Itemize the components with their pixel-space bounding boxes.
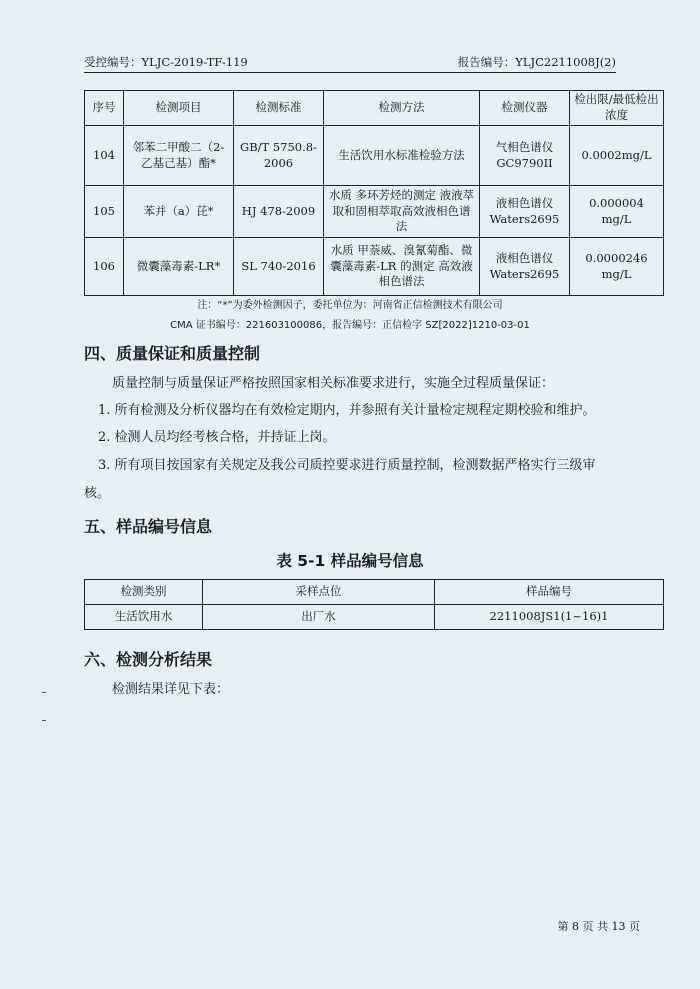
section-4-intro: 质量控制与质量保证严格按照国家相关标准要求进行，实施全过程质量保证： bbox=[112, 376, 555, 391]
cell-standard: SL 740-2016 bbox=[234, 238, 324, 296]
section-4-title: 四、质量保证和质量控制 bbox=[84, 344, 261, 363]
section-6-title: 六、检测分析结果 bbox=[84, 650, 213, 669]
cell-item: 微囊藻毒素-LR* bbox=[124, 238, 234, 296]
page-number: 第 8 页 共 13 页 bbox=[557, 920, 640, 933]
col-header-no: 序号 bbox=[85, 91, 124, 126]
cma-note: CMA 证书编号：221603100086，报告编号：正信检字 SZ[2022]1210-03-01 bbox=[170, 320, 530, 331]
cell-standard: HJ 478-2009 bbox=[234, 186, 324, 238]
cell-category: 生活饮用水 bbox=[85, 605, 203, 630]
method-table bbox=[84, 90, 664, 296]
cell-limit: 0.0002mg/L bbox=[570, 126, 664, 186]
cell-sampling-point: 出厂水 bbox=[203, 605, 435, 630]
section-5-title: 五、样品编号信息 bbox=[84, 517, 213, 536]
table-header-row bbox=[85, 91, 664, 126]
table-row bbox=[85, 186, 664, 238]
margin-mark bbox=[42, 720, 46, 721]
col-header-category: 检测类别 bbox=[85, 580, 203, 605]
cell-method: 生活饮用水标准检验方法 bbox=[324, 126, 480, 186]
subcontract-note: 注：“*”为委外检测因子，委托单位为：河南省正信检测技术有限公司 bbox=[197, 300, 503, 311]
cell-limit: 0.0000246 mg/L bbox=[570, 238, 664, 296]
cell-instrument: 气相色谱仪 GC9790II bbox=[480, 126, 570, 186]
margin-mark bbox=[42, 692, 46, 693]
control-number: 受控编号：YLJC-2019-TF-119 bbox=[84, 55, 248, 69]
section-4-item-1: 1. 所有检测及分析仪器均在有效检定期内，并参照有关计量检定规程定期校验和维护。 bbox=[98, 403, 596, 418]
cell-instrument: 液相色谱仪 Waters2695 bbox=[480, 186, 570, 238]
page-header bbox=[84, 52, 616, 73]
table-row bbox=[85, 605, 664, 630]
col-header-method: 检测方法 bbox=[324, 91, 480, 126]
cell-item: 邻苯二甲酸二（2-乙基己基）酯* bbox=[124, 126, 234, 186]
sample-table bbox=[84, 579, 664, 630]
col-header-sample-no: 样品编号 bbox=[435, 580, 664, 605]
col-header-limit: 检出限/最低检出浓度 bbox=[570, 91, 664, 126]
section-6-text: 检测结果详见下表： bbox=[112, 682, 230, 697]
cell-no: 104 bbox=[85, 126, 124, 186]
cell-sample-no: 2211008JS1(1~16)1 bbox=[435, 605, 664, 630]
col-header-sampling-point: 采样点位 bbox=[203, 580, 435, 605]
table-header-row bbox=[85, 580, 664, 605]
cell-limit: 0.000004 mg/L bbox=[570, 186, 664, 238]
table-row bbox=[85, 238, 664, 296]
section-4-item-2: 2. 检测人员均经考核合格，并持证上岗。 bbox=[98, 430, 336, 445]
cell-method: 水质 甲萘威、溴氰菊酯、微囊藻毒素-LR 的测定 高效液相色谱法 bbox=[324, 238, 480, 296]
col-header-instrument: 检测仪器 bbox=[480, 91, 570, 126]
cell-no: 106 bbox=[85, 238, 124, 296]
col-header-standard: 检测标准 bbox=[234, 91, 324, 126]
report-number: 报告编号：YLJC2211008J(2) bbox=[457, 55, 616, 69]
section-4-item-3: 3. 所有项目按国家有关规定及我公司质控要求进行质量控制，检测数据严格实行三级审 bbox=[98, 458, 596, 473]
cell-item: 苯并（a）芘* bbox=[124, 186, 234, 238]
section-4-item-3-cont: 核。 bbox=[84, 486, 111, 501]
table-row bbox=[85, 126, 664, 186]
cell-standard: GB/T 5750.8-2006 bbox=[234, 126, 324, 186]
cell-no: 105 bbox=[85, 186, 124, 238]
col-header-item: 检测项目 bbox=[124, 91, 234, 126]
cell-method: 水质 多环芳烃的测定 液液萃取和固相萃取高效液相色谱法 bbox=[324, 186, 480, 238]
table-5-1-title: 表 5-1 样品编号信息 bbox=[276, 552, 424, 570]
cell-instrument: 液相色谱仪 Waters2695 bbox=[480, 238, 570, 296]
